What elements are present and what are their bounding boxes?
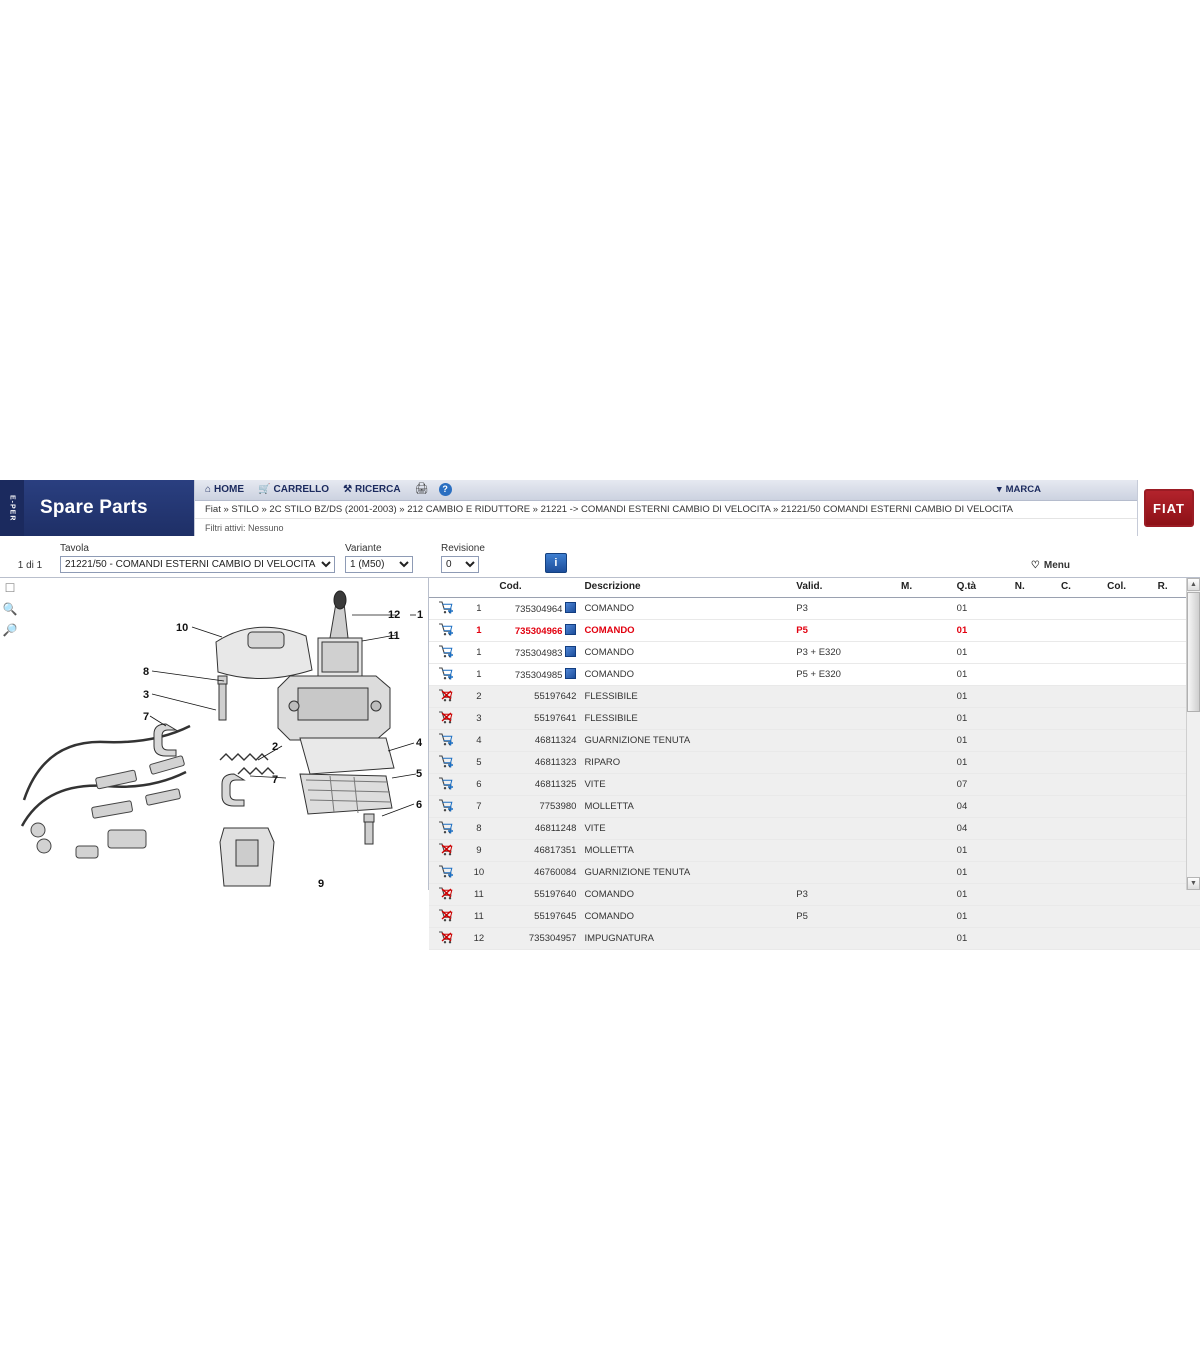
row-c xyxy=(1057,686,1103,708)
document-icon[interactable] xyxy=(565,624,576,635)
row-cart-cell[interactable] xyxy=(429,818,462,840)
revisione-group xyxy=(441,543,485,573)
col-r: R. xyxy=(1154,578,1200,598)
row-n xyxy=(1011,686,1057,708)
row-description: GUARNIZIONE TENUTA xyxy=(580,862,792,884)
row-cart-cell[interactable] xyxy=(429,730,462,752)
row-m xyxy=(897,818,953,840)
row-code-cell[interactable] xyxy=(495,796,580,818)
row-code[interactable]: 46760084 xyxy=(534,867,577,878)
wrench-icon: ⚒ xyxy=(343,484,353,496)
marca-label: MARCA xyxy=(1005,484,1041,496)
row-cart-cell[interactable] xyxy=(429,642,462,664)
row-c xyxy=(1057,928,1103,950)
row-position: 4 xyxy=(462,730,495,752)
eper-spare-parts-app xyxy=(0,480,1200,944)
row-m xyxy=(897,840,953,862)
row-col xyxy=(1103,752,1154,774)
row-cart-cell[interactable] xyxy=(429,862,462,884)
row-code[interactable]: 735304985 xyxy=(514,670,563,681)
row-quantity: 01 xyxy=(953,730,1011,752)
cart-add-icon[interactable] xyxy=(438,755,453,767)
row-m xyxy=(897,752,953,774)
breadcrumb: Fiat » STILO » 2C STILO BZ/DS (2001-2003) » 212 CAMBIO E RIDUTTORE » 21221 -> COMANDI ESTERNI CAMBIO DI VELOCITA » 21221/50 COMANDI ESTERNI CAMBIO DI VELOCITA xyxy=(195,501,1137,520)
row-code-cell[interactable] xyxy=(495,818,580,840)
row-position: 8 xyxy=(462,818,495,840)
callout-8: 8 xyxy=(143,666,150,678)
menu-item-carrello[interactable] xyxy=(258,484,329,495)
row-n xyxy=(1011,730,1057,752)
fiat-logo xyxy=(1137,480,1200,536)
row-n xyxy=(1011,642,1057,664)
row-quantity: 01 xyxy=(953,752,1011,774)
app-header xyxy=(0,480,1200,536)
row-code[interactable]: 46811248 xyxy=(534,823,577,834)
revisione-select[interactable] xyxy=(441,556,479,573)
table-row[interactable] xyxy=(429,708,1200,730)
info-button[interactable]: i xyxy=(545,553,567,573)
row-code[interactable]: 55197642 xyxy=(534,691,577,702)
variante-select[interactable] xyxy=(345,556,413,573)
table-row[interactable] xyxy=(429,928,1200,950)
row-code-cell[interactable] xyxy=(495,862,580,884)
menu-item-carrello-label: CARRELLO xyxy=(273,484,330,496)
row-col xyxy=(1103,928,1154,950)
cart-remove-icon[interactable] xyxy=(438,711,453,723)
row-cart-cell[interactable] xyxy=(429,598,462,620)
cart-add-icon[interactable] xyxy=(438,865,453,877)
row-m xyxy=(897,642,953,664)
row-n xyxy=(1011,708,1057,730)
row-description: GUARNIZIONE TENUTA xyxy=(580,730,792,752)
row-m xyxy=(897,708,953,730)
row-m xyxy=(897,928,953,950)
row-cart-cell[interactable] xyxy=(429,752,462,774)
selection-toolbar xyxy=(0,536,1200,577)
menu-item-home[interactable] xyxy=(205,484,244,495)
row-quantity: 01 xyxy=(953,642,1011,664)
row-n xyxy=(1011,928,1057,950)
row-validity: P5 xyxy=(792,906,897,928)
row-code-cell[interactable] xyxy=(495,686,580,708)
table-row[interactable] xyxy=(429,642,1200,664)
parts-table-pane xyxy=(429,578,1200,944)
main-menubar xyxy=(195,480,1137,501)
row-validity: P3 xyxy=(792,884,897,906)
row-n xyxy=(1011,906,1057,928)
row-quantity: 07 xyxy=(953,774,1011,796)
col-descrizione: Descrizione xyxy=(580,578,792,598)
heart-icon: ♡ xyxy=(1030,560,1040,571)
callout-4: 4 xyxy=(416,737,423,749)
row-n xyxy=(1011,752,1057,774)
col-cod: Cod. xyxy=(495,578,580,598)
menu-dropdown-label: Menu xyxy=(1043,560,1070,571)
row-cart-cell[interactable] xyxy=(429,928,462,950)
page-indicator: 1 di 1 xyxy=(17,560,43,571)
row-description: COMANDO xyxy=(580,884,792,906)
callout-1: 1 xyxy=(417,609,424,621)
parts-table xyxy=(429,578,1200,950)
cart-remove-icon[interactable] xyxy=(438,843,453,855)
table-row[interactable] xyxy=(429,686,1200,708)
table-row[interactable] xyxy=(429,620,1200,642)
row-n xyxy=(1011,818,1057,840)
parts-table-body xyxy=(429,598,1200,950)
row-validity xyxy=(792,774,897,796)
col-col: Col. xyxy=(1103,578,1154,598)
cart-add-icon[interactable] xyxy=(438,623,453,635)
row-col xyxy=(1103,906,1154,928)
row-code-cell[interactable] xyxy=(495,884,580,906)
row-code[interactable]: 46811325 xyxy=(534,779,577,790)
col-quantita: Q.tà xyxy=(953,578,1011,598)
header-right xyxy=(194,480,1137,536)
home-icon: ⌂ xyxy=(205,484,212,496)
row-col xyxy=(1103,818,1154,840)
row-c xyxy=(1057,598,1103,620)
row-col xyxy=(1103,884,1154,906)
menu-item-home-label: HOME xyxy=(214,484,245,496)
row-code[interactable]: 735304966 xyxy=(514,626,563,637)
document-icon[interactable] xyxy=(565,668,576,679)
row-description: COMANDO xyxy=(580,598,792,620)
row-description: COMANDO xyxy=(580,664,792,686)
row-position: 2 xyxy=(462,686,495,708)
row-code-cell[interactable] xyxy=(495,774,580,796)
row-validity: P3 xyxy=(792,598,897,620)
row-col xyxy=(1103,642,1154,664)
row-c xyxy=(1057,818,1103,840)
row-quantity: 01 xyxy=(953,862,1011,884)
row-c xyxy=(1057,664,1103,686)
diagram-toolbar xyxy=(2,580,20,638)
menu-dropdown[interactable] xyxy=(1031,560,1070,571)
row-code-cell[interactable] xyxy=(495,598,580,620)
row-code-cell[interactable] xyxy=(495,708,580,730)
vertical-brand-label: E-PER xyxy=(0,480,24,536)
callout-6: 6 xyxy=(416,799,423,811)
row-description: VITE xyxy=(580,774,792,796)
row-code[interactable]: 735304983 xyxy=(514,648,563,659)
cart-add-icon[interactable] xyxy=(438,821,453,833)
row-code-cell[interactable] xyxy=(495,906,580,928)
menu-item-ricerca[interactable] xyxy=(343,484,401,495)
table-scrollbar[interactable] xyxy=(1186,578,1200,890)
row-m xyxy=(897,620,953,642)
cart-remove-icon[interactable] xyxy=(438,931,453,943)
row-position: 9 xyxy=(462,840,495,862)
row-quantity: 01 xyxy=(953,686,1011,708)
scroll-down-button[interactable]: ▼ xyxy=(1187,877,1200,890)
content-body xyxy=(0,577,1200,944)
row-code-cell[interactable] xyxy=(495,664,580,686)
row-code[interactable]: 7753980 xyxy=(539,801,577,812)
chevron-down-icon: ▾ xyxy=(996,484,1002,496)
row-position: 11 xyxy=(462,906,495,928)
row-n xyxy=(1011,774,1057,796)
row-n xyxy=(1011,884,1057,906)
row-cart-cell[interactable] xyxy=(429,620,462,642)
row-col xyxy=(1103,686,1154,708)
row-position: 12 xyxy=(462,928,495,950)
row-cart-cell[interactable] xyxy=(429,796,462,818)
row-c xyxy=(1057,840,1103,862)
row-description: IMPUGNATURA xyxy=(580,928,792,950)
table-row[interactable] xyxy=(429,862,1200,884)
row-quantity: 01 xyxy=(953,906,1011,928)
row-col xyxy=(1103,862,1154,884)
help-icon[interactable]: ? xyxy=(439,483,452,496)
callout-7a: 7 xyxy=(143,711,150,723)
row-code-cell[interactable] xyxy=(495,642,580,664)
row-validity xyxy=(792,928,897,950)
row-validity: P3 + E320 xyxy=(792,642,897,664)
table-row[interactable] xyxy=(429,752,1200,774)
table-row[interactable] xyxy=(429,664,1200,686)
row-cart-cell[interactable] xyxy=(429,840,462,862)
row-validity: P5 + E320 xyxy=(792,664,897,686)
table-row[interactable] xyxy=(429,818,1200,840)
row-n xyxy=(1011,598,1057,620)
row-description: COMANDO xyxy=(580,906,792,928)
row-c xyxy=(1057,884,1103,906)
parts-diagram xyxy=(0,578,428,890)
row-position: 1 xyxy=(462,664,495,686)
row-description: COMANDO xyxy=(580,620,792,642)
diagram-pane[interactable] xyxy=(0,578,429,890)
row-description: VITE xyxy=(580,818,792,840)
row-description: RIPARO xyxy=(580,752,792,774)
row-cart-cell[interactable] xyxy=(429,664,462,686)
row-description: MOLLETTA xyxy=(580,840,792,862)
row-quantity: 01 xyxy=(953,884,1011,906)
row-description: COMANDO xyxy=(580,642,792,664)
row-n xyxy=(1011,620,1057,642)
row-code[interactable]: 46811323 xyxy=(534,757,577,768)
variante-group xyxy=(345,543,413,573)
document-icon[interactable] xyxy=(565,602,576,613)
active-filters-label: Filtri attivi: Nessuno xyxy=(195,519,1137,536)
row-code[interactable]: 735304964 xyxy=(514,604,563,615)
row-validity xyxy=(792,818,897,840)
row-position: 6 xyxy=(462,774,495,796)
row-position: 10 xyxy=(462,862,495,884)
callout-12: 12 xyxy=(388,609,401,621)
col-cart xyxy=(429,578,462,598)
row-validity: P5 xyxy=(792,620,897,642)
row-c xyxy=(1057,796,1103,818)
row-code-cell[interactable] xyxy=(495,620,580,642)
row-col xyxy=(1103,796,1154,818)
row-validity xyxy=(792,862,897,884)
row-description: FLESSIBILE xyxy=(580,708,792,730)
tavola-label: Tavola xyxy=(60,543,89,554)
marca-selector[interactable] xyxy=(997,484,1041,495)
row-col xyxy=(1103,598,1154,620)
row-code-cell[interactable] xyxy=(495,752,580,774)
row-col xyxy=(1103,708,1154,730)
callout-11: 11 xyxy=(388,630,400,642)
revisione-label: Revisione xyxy=(441,543,485,554)
row-code-cell[interactable] xyxy=(495,730,580,752)
row-n xyxy=(1011,664,1057,686)
row-code[interactable]: 735304957 xyxy=(528,933,577,944)
row-n xyxy=(1011,840,1057,862)
row-r xyxy=(1154,906,1200,928)
row-quantity: 01 xyxy=(953,928,1011,950)
row-cart-cell[interactable] xyxy=(429,774,462,796)
row-code-cell[interactable] xyxy=(495,928,580,950)
callout-3: 3 xyxy=(143,689,150,701)
row-position: 5 xyxy=(462,752,495,774)
callout-2: 2 xyxy=(272,741,279,753)
row-m xyxy=(897,664,953,686)
scroll-up-button[interactable]: ▲ xyxy=(1187,578,1200,591)
tavola-select[interactable] xyxy=(60,556,335,573)
row-cart-cell[interactable] xyxy=(429,906,462,928)
row-position: 1 xyxy=(462,598,495,620)
row-c xyxy=(1057,708,1103,730)
fiat-logo-text: FIAT xyxy=(1144,489,1194,527)
row-validity xyxy=(792,752,897,774)
row-col xyxy=(1103,840,1154,862)
row-code[interactable]: 55197641 xyxy=(534,713,577,724)
pan-icon[interactable]: ☐ xyxy=(4,581,16,595)
tavola-group xyxy=(60,543,335,573)
row-quantity: 04 xyxy=(953,796,1011,818)
document-icon[interactable] xyxy=(565,646,576,657)
zoom-out-icon[interactable]: 🔎 xyxy=(2,623,18,637)
row-m xyxy=(897,906,953,928)
menu-item-ricerca-label: RICERCA xyxy=(355,484,401,496)
row-m xyxy=(897,774,953,796)
row-m xyxy=(897,598,953,620)
row-validity xyxy=(792,708,897,730)
cart-add-icon[interactable] xyxy=(438,733,453,745)
col-n: N. xyxy=(1011,578,1057,598)
callout-5: 5 xyxy=(416,768,423,780)
row-description: MOLLETTA xyxy=(580,796,792,818)
table-row[interactable] xyxy=(429,906,1200,928)
table-row[interactable] xyxy=(429,598,1200,620)
row-code[interactable]: 55197645 xyxy=(534,911,577,922)
row-c xyxy=(1057,620,1103,642)
row-code[interactable]: 46811324 xyxy=(534,735,577,746)
cart-remove-icon[interactable] xyxy=(438,909,453,921)
row-position: 1 xyxy=(462,620,495,642)
row-c xyxy=(1057,752,1103,774)
row-position: 3 xyxy=(462,708,495,730)
row-code[interactable]: 55197640 xyxy=(534,889,577,900)
variante-label: Variante xyxy=(345,543,382,554)
row-m xyxy=(897,796,953,818)
row-cart-cell[interactable] xyxy=(429,884,462,906)
callout-9: 9 xyxy=(318,878,325,890)
row-code[interactable]: 46817351 xyxy=(534,845,577,856)
row-m xyxy=(897,884,953,906)
col-c: C. xyxy=(1057,578,1103,598)
cart-remove-icon[interactable] xyxy=(438,689,453,701)
zoom-in-icon[interactable]: 🔍 xyxy=(2,602,18,616)
cart-add-icon[interactable] xyxy=(438,777,453,789)
cart-add-icon[interactable] xyxy=(438,601,453,613)
row-quantity: 01 xyxy=(953,598,1011,620)
row-quantity: 04 xyxy=(953,818,1011,840)
row-quantity: 01 xyxy=(953,840,1011,862)
row-position: 7 xyxy=(462,796,495,818)
row-m xyxy=(897,686,953,708)
row-m xyxy=(897,862,953,884)
row-m xyxy=(897,730,953,752)
row-c xyxy=(1057,774,1103,796)
table-header-row xyxy=(429,578,1200,598)
row-col xyxy=(1103,774,1154,796)
row-quantity: 01 xyxy=(953,664,1011,686)
cart-add-icon[interactable] xyxy=(438,645,453,657)
row-validity xyxy=(792,840,897,862)
callout-10: 10 xyxy=(176,622,189,634)
cart-add-icon[interactable] xyxy=(438,667,453,679)
row-position: 1 xyxy=(462,642,495,664)
row-col xyxy=(1103,620,1154,642)
table-row[interactable] xyxy=(429,884,1200,906)
row-r xyxy=(1154,928,1200,950)
row-validity xyxy=(792,686,897,708)
row-c xyxy=(1057,730,1103,752)
row-c xyxy=(1057,906,1103,928)
col-m: M. xyxy=(897,578,953,598)
row-position: 11 xyxy=(462,884,495,906)
row-description: FLESSIBILE xyxy=(580,686,792,708)
row-quantity: 01 xyxy=(953,708,1011,730)
row-validity xyxy=(792,730,897,752)
table-row[interactable] xyxy=(429,840,1200,862)
table-row[interactable] xyxy=(429,774,1200,796)
cart-icon: 🛒 xyxy=(258,484,271,496)
row-cart-cell[interactable] xyxy=(429,708,462,730)
col-pos xyxy=(462,578,495,598)
row-quantity: 01 xyxy=(953,620,1011,642)
cart-add-icon[interactable] xyxy=(438,799,453,811)
row-cart-cell[interactable] xyxy=(429,686,462,708)
row-code-cell[interactable] xyxy=(495,840,580,862)
row-n xyxy=(1011,862,1057,884)
printer-icon[interactable]: 🖨 xyxy=(414,483,429,496)
cart-remove-icon[interactable] xyxy=(438,887,453,899)
app-title: Spare Parts xyxy=(24,480,194,536)
col-valid: Valid. xyxy=(792,578,897,598)
row-n xyxy=(1011,796,1057,818)
row-col xyxy=(1103,664,1154,686)
table-row[interactable] xyxy=(429,796,1200,818)
callout-7b: 7 xyxy=(272,774,279,786)
row-validity xyxy=(792,796,897,818)
row-c xyxy=(1057,642,1103,664)
row-col xyxy=(1103,730,1154,752)
row-c xyxy=(1057,862,1103,884)
table-row[interactable] xyxy=(429,730,1200,752)
scroll-thumb[interactable] xyxy=(1187,592,1200,712)
